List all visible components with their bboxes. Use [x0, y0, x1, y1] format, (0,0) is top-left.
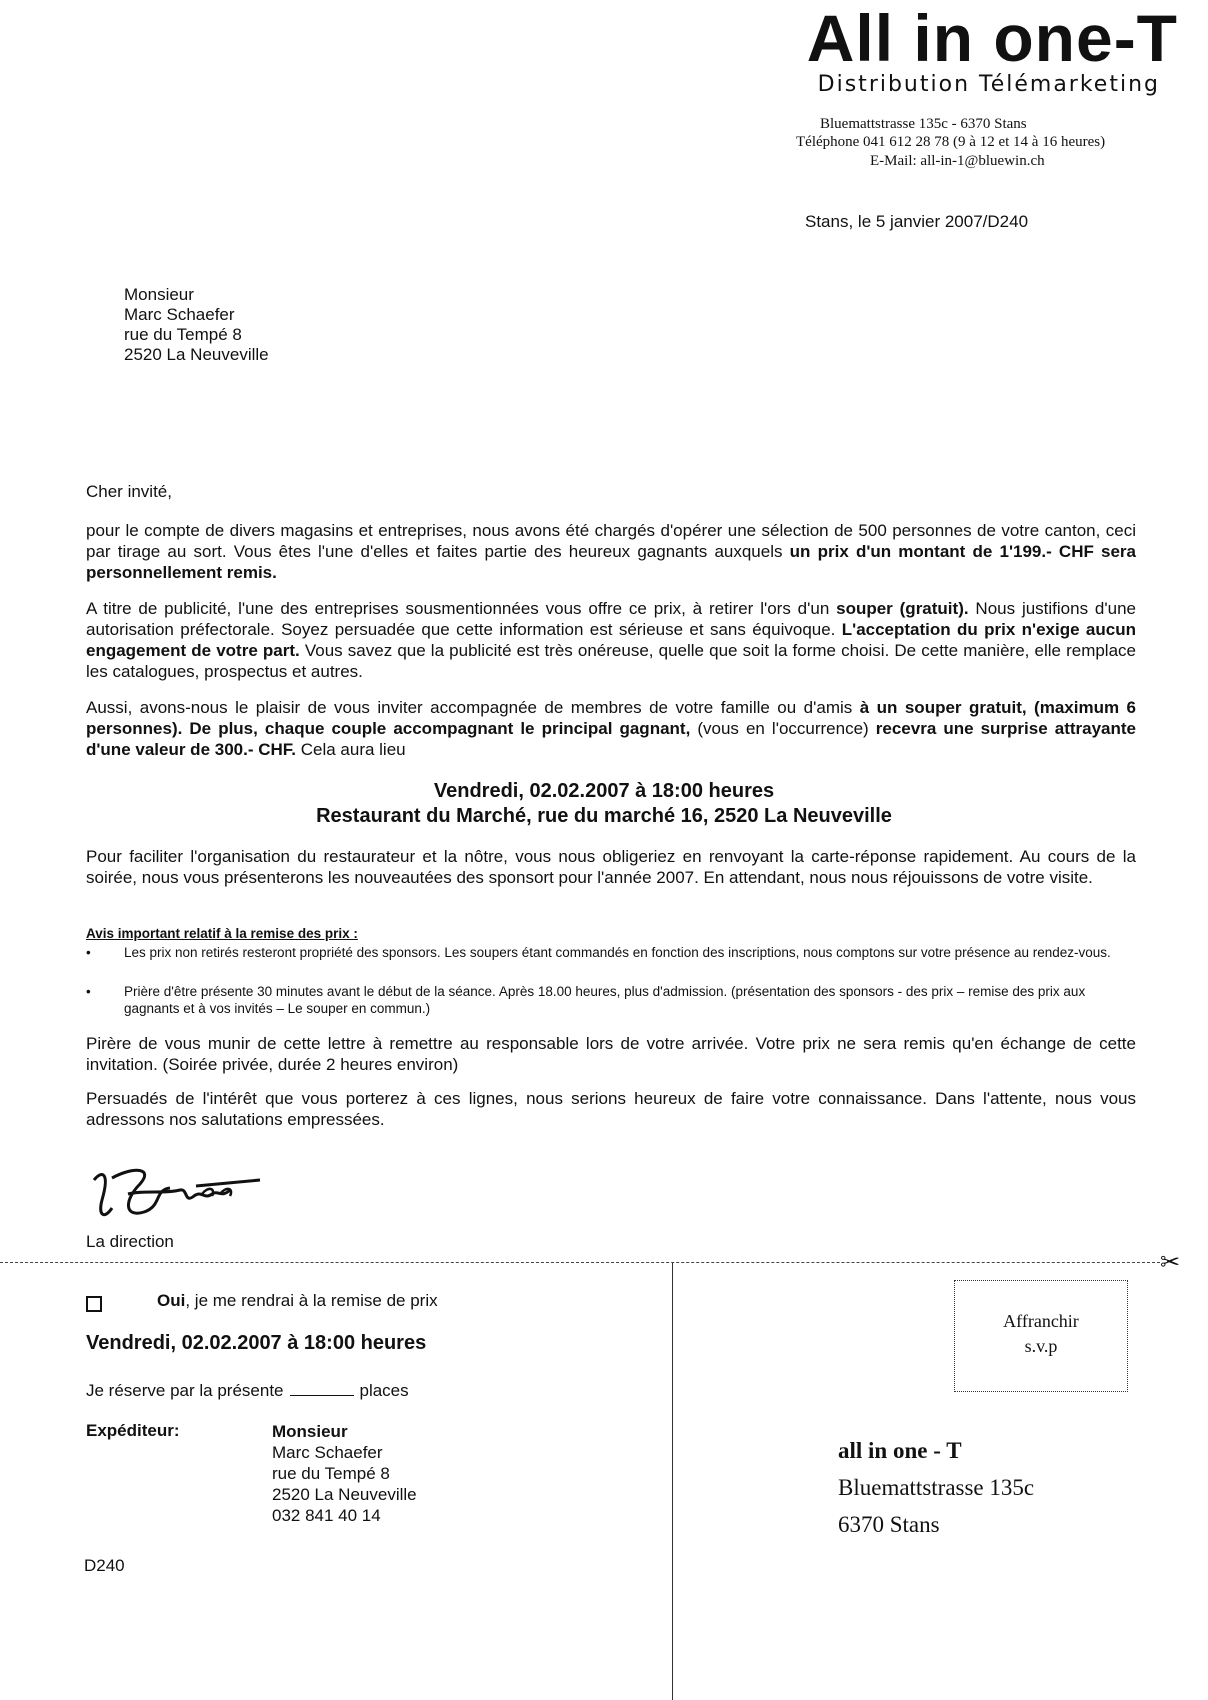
scissors-icon: ✂ — [1160, 1249, 1181, 1276]
paragraph-4: Pour faciliter l'organisation du restaurateur et la nôtre, vous nous obligeriez en renvoyant la carte-réponse rapidement. Au cours de la soirée, nous vous présenterons les nouveautées des sponsort pour l'année 2007. En attendant, nous nous réjouissons de votre visite. — [86, 847, 1136, 887]
company-tagline: Distribution Télémarketing — [817, 72, 1160, 97]
attend-checkbox[interactable] — [86, 1296, 102, 1312]
notice-title: Avis important relatif à la remise des prix : — [86, 926, 358, 941]
event-location: Restaurant du Marché, rue du marché 16, 2520 La Neuveville — [316, 805, 892, 827]
recipient-line: 2520 La Neuveville — [124, 345, 269, 364]
date-line: Stans, le 5 janvier 2007/D240 — [805, 212, 1029, 231]
paragraph-6: Persuadés de l'intérêt que vous porterez à ces lignes, nous serions heureux de faire votre connaissance. Dans l'attente, nous vous adressons nos salutations empressées. — [86, 1089, 1136, 1129]
salutation: Cher invité, — [86, 482, 172, 501]
bold-text: souper (gratuit). — [836, 599, 969, 618]
text: Vous savez que la publicité est très onéreuse, quelle que soit la forme choisi. De cette manière, elle remplace les catalogues, prospectus et autres. — [86, 641, 1136, 681]
company-email: E-Mail: all-in-1@bluewin.ch — [870, 153, 1045, 169]
stamp-label: s.v.p — [1024, 1336, 1058, 1356]
sender-line: Marc Schaefer — [272, 1443, 383, 1462]
recipient-address — [124, 285, 269, 365]
company-logo: All in one-T — [806, 1, 1178, 75]
recipient-line: rue du Tempé 8 — [124, 325, 242, 344]
stamp-box — [954, 1280, 1128, 1392]
bullet-icon: • — [86, 984, 91, 999]
stamp-label: Affranchir — [1003, 1311, 1079, 1331]
text: Cela aura lieu — [296, 740, 406, 759]
attend-text: , je me rendrai à la remise de prix — [185, 1291, 438, 1310]
bullet-text: Prière d'être présente 30 minutes avant le début de la séance. Après 18.00 heures, plus d'admission. (présentation des sponsors - des prix – remise des prix aux gagnants et à vos invités – Le souper en commun.) — [124, 984, 1086, 1016]
attend-label — [157, 1291, 438, 1311]
company-phone: Téléphone 041 612 28 78 (9 à 12 et 14 à 16 heures) — [796, 134, 1106, 150]
places-blank-field[interactable] — [290, 1381, 354, 1396]
notice-bullet — [86, 944, 1136, 961]
notice-bullet — [86, 983, 1136, 1017]
bullet-text: Les prix non retirés resteront propriété des sponsors. Les soupers étant commandés en fonction des inscriptions, nous comptons sur votre présence au rendez-vous. — [124, 945, 1111, 960]
bold-text: recevra une surprise attrayante d'une valeur de 300.- CHF. — [86, 719, 1136, 759]
bold-text: à un souper gratuit, (maximum 6 personnes). De plus, chaque couple accompagnant le principal gagnant, — [86, 698, 1136, 738]
card-recipient — [838, 1432, 1034, 1543]
paragraph-2 — [86, 598, 1136, 682]
cut-line — [0, 1262, 1160, 1263]
card-event-date: Vendredi, 02.02.2007 à 18:00 heures — [86, 1332, 427, 1354]
recipient-line: Marc Schaefer — [124, 305, 235, 324]
sender-label: Expéditeur: — [86, 1421, 180, 1440]
sender-address — [272, 1421, 417, 1526]
company-address: Bluemattstrasse 135c - 6370 Stans — [820, 116, 1027, 132]
places-label: places — [359, 1381, 409, 1400]
sender-line: 032 841 40 14 — [272, 1506, 381, 1525]
text: pour le compte de divers magasins et entreprises, nous avons été chargés d'opérer une sélection de 500 personnes de votre canton, ceci par tirage au sort. Vous êtes l'une d'elles et faites partie des heureux gagnants auxquels — [86, 521, 1136, 561]
signature-label: La direction — [86, 1232, 174, 1251]
paragraph-5: Pirère de vous munir de cette lettre à remettre au responsable lors de votre arrivée. Votre prix ne sera remis qu'en échange de cette invitation. (Soirée privée, durée 2 heures environ) — [86, 1034, 1136, 1074]
sender-line: rue du Tempé 8 — [272, 1464, 390, 1483]
text: (vous en l'occurrence) — [690, 719, 876, 738]
event-date: Vendredi, 02.02.2007 à 18:00 heures — [433, 780, 775, 802]
card-recipient-line: Bluemattstrasse 135c — [838, 1475, 1035, 1500]
card-recipient-line: all in one - T — [838, 1438, 962, 1463]
text: A titre de publicité, l'une des entreprises sousmentionnées vous offre ce prix, à retirer l'ors d'un — [86, 599, 837, 618]
reserve-text: Je réserve par la présente — [86, 1381, 284, 1400]
reserve-line — [86, 1381, 409, 1401]
card-recipient-line: 6370 Stans — [838, 1512, 940, 1537]
sender-line: Monsieur — [272, 1422, 348, 1441]
paragraph-3 — [86, 697, 1136, 760]
recipient-line: Monsieur — [124, 285, 194, 304]
reference-code: D240 — [84, 1556, 125, 1575]
card-divider — [672, 1263, 673, 1700]
text: Aussi, avons-nous le plaisir de vous inviter accompagnée de membres de votre famille ou d'amis — [86, 698, 860, 717]
oui-label: Oui — [157, 1291, 186, 1310]
bold-text: L'acceptation du prix n'exige aucun engagement de votre part. — [86, 620, 1136, 660]
bold-text: un prix d'un montant de 1'199.- CHF sera personnellement remis. — [86, 542, 1136, 582]
handwritten-signature — [84, 1160, 274, 1232]
bullet-icon: • — [86, 945, 91, 960]
text: Nous justifions d'une autorisation préfectorale. Soyez persuadée que cette information est sérieuse et sans équivoque. — [86, 599, 1136, 639]
paragraph-1 — [86, 520, 1136, 583]
sender-line: 2520 La Neuveville — [272, 1485, 417, 1504]
